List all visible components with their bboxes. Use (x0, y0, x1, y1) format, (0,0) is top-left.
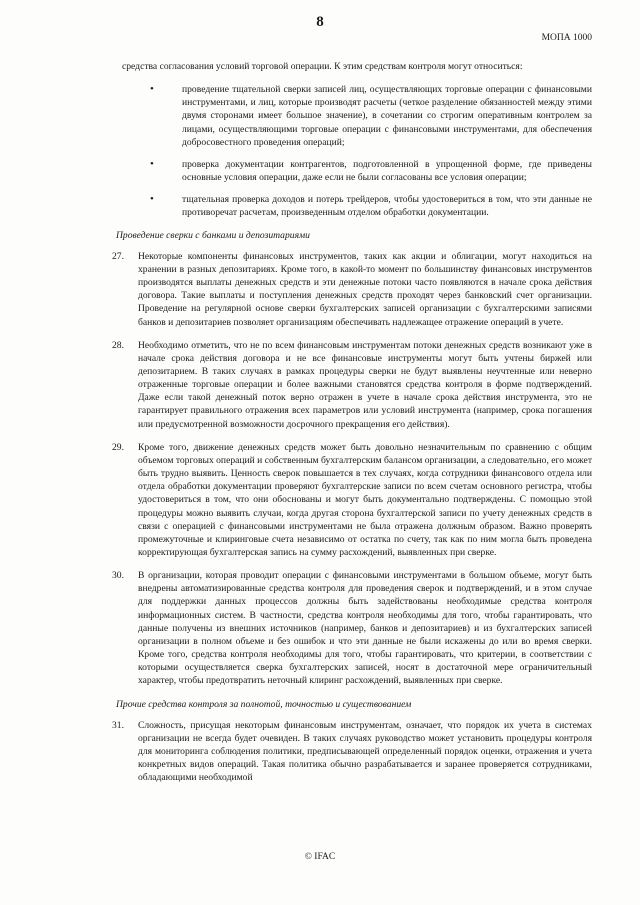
numbered-paragraph (112, 339, 592, 431)
numbered-paragraph (112, 569, 592, 687)
list-item (112, 158, 592, 184)
page-number: 8 (316, 14, 324, 30)
page-body (112, 60, 592, 795)
bullet-icon: • (150, 193, 154, 206)
bullet-list (112, 83, 592, 219)
paragraph-number: 31. (112, 719, 124, 731)
paragraph-number: 29. (112, 441, 124, 453)
copyright-footer: © IFAC (304, 852, 336, 862)
bullet-icon: • (150, 157, 154, 170)
paragraph-text: Кроме того, движение денежных средств может быть довольно незначительным по сравнению с общим объемом торговых операций и собственным бухгалтерским балансом организации, а следовательно, его может быть трудно выявить. Ценность сверок повышается в тех случаях, когда сотрудники финансового отдела или отдела обработки документации проверяют бухгалтерские записи по всем счетам основного регистра, чтобы удостовериться в том, что они обоснованы и могут быть документально подтверждены. С помощью этой процедуры можно выявить случаи, когда другая сторона бухгалтерской записи по учету денежных средств в связи с операцией с финансовыми инструментами не была отражена должным образом. Важно проверять промежуточные и клиринговые счета независимо от остатка по счету, так как по ним могла быть проведена корректирующая бухгалтерская запись на сумму расхождений, выявленных при сверке. (138, 441, 593, 558)
section-heading: Проведение сверки с банками и депозитариями (116, 229, 310, 241)
paragraph-text: В организации, которая проводит операции с финансовыми инструментами в большом объеме, могут быть внедрены автоматизированные средства контроля для проведения сверок и подтверждений, и в этом случае для поддержки данных процессов должны быть задействованы необходимые средства контроля информационных систем. В частности, средства контроля необходимы для того, чтобы гарантировать, что данные получены из внешних источников (например, банков и депозитариев) и из бухгалтерских записей организации в полном объеме и без ошибок и что эти данные не были искажены до или во время сверки. Кроме того, средства контроля необходимы для того, чтобы гарантировать, что критерии, в соответствии с которыми осуществляется сверка бухгалтерских записей, носят в достаточной мере ограничительный характер, чтобы предотвратить неточный клиринг расхождений, выявленных при сверке. (138, 570, 592, 687)
numbered-paragraph (112, 250, 592, 329)
list-item-text: тщательная проверка доходов и потерь трейдеров, чтобы удостовериться в том, что эти данные не противоречат расчетам, произведенным отделом обработки документации. (182, 194, 592, 219)
list-item (112, 193, 592, 219)
numbered-paragraph (112, 719, 592, 785)
section-heading: Прочие средства контроля за полнотой, точностью и существованием (116, 698, 412, 710)
intro-text: средства согласования условий торговой операции. К этим средствам контроля могут относиться: (122, 61, 523, 72)
document-code: МОПА 1000 (541, 33, 592, 43)
list-item (112, 83, 592, 149)
paragraph-number: 30. (112, 570, 124, 582)
bullet-icon: • (150, 83, 154, 96)
paragraph-text: Сложность, присущая некоторым финансовым инструментам, означает, что порядок их учета в системах организации не всегда будет очевиден. В таких случаях руководство может установить процедуры контроля для мониторинга соблюдения политики, предписывающей определенный порядок оценки, отражения и учета конкретных видов операций. Такая политика обычно разрабатывается и заранее проверяется сотрудниками, обладающими необходимой (138, 719, 592, 784)
list-item-text: проверка документации контрагентов, подготовленной в упрощенной форме, где приведены основные условия операции, даже если не были согласованы все условия операции; (182, 158, 592, 184)
paragraph-number: 27. (112, 250, 124, 262)
list-item-text: проведение тщательной сверки записей лиц, осуществляющих торговые операции с финансовыми инструментами, и лиц, которые производят расчеты (четкое разделение обязанностей между этими двумя сторонами имеет большое значение), в сочетании со строгим оперативным контролем за лицами, осуществляющими торговые операции с финансовыми инструментами, для обеспечения добросовестного проведения операций; (182, 84, 592, 148)
paragraph-number: 28. (112, 339, 124, 351)
paragraph-text: Некоторые компоненты финансовых инструментов, таких как акции и облигации, могут находиться на хранении в разных депозитариях. Кроме того, в какой-то момент по большинству финансовых инструментов производятся выплаты денежных средств и эти денежные потоки часто появляются в начале срока действия договора. Такие выплаты и поступления денежных средств проходят через банковский счет организации. Проведение на регулярной основе сверки бухгалтерских записей организации с бухгалтерскими записями банков и депозитариев позволяет организациям обеспечивать надлежащее отражение операций в учете. (138, 250, 592, 328)
numbered-paragraph (112, 441, 592, 559)
paragraph-text: Необходимо отметить, что не по всем финансовым инструментам потоки денежных средств возникают уже в начале срока действия договора и не все финансовые инструменты могут быть учтены биржей или депозитарием. В таких случаях в рамках процедуры сверки не будут выявлены неучтенные или неверно отраженные торговые операции и более важными становятся средства контроля в форме подтверждений. Даже если такой денежный поток верно отражен в учете в начале срока действия инструмента, это не гарантирует правильного отражения всех параметров или условий инструмента (например, срока погашения или предусмотренной возможности досрочного прекращения его действия). (138, 339, 592, 430)
